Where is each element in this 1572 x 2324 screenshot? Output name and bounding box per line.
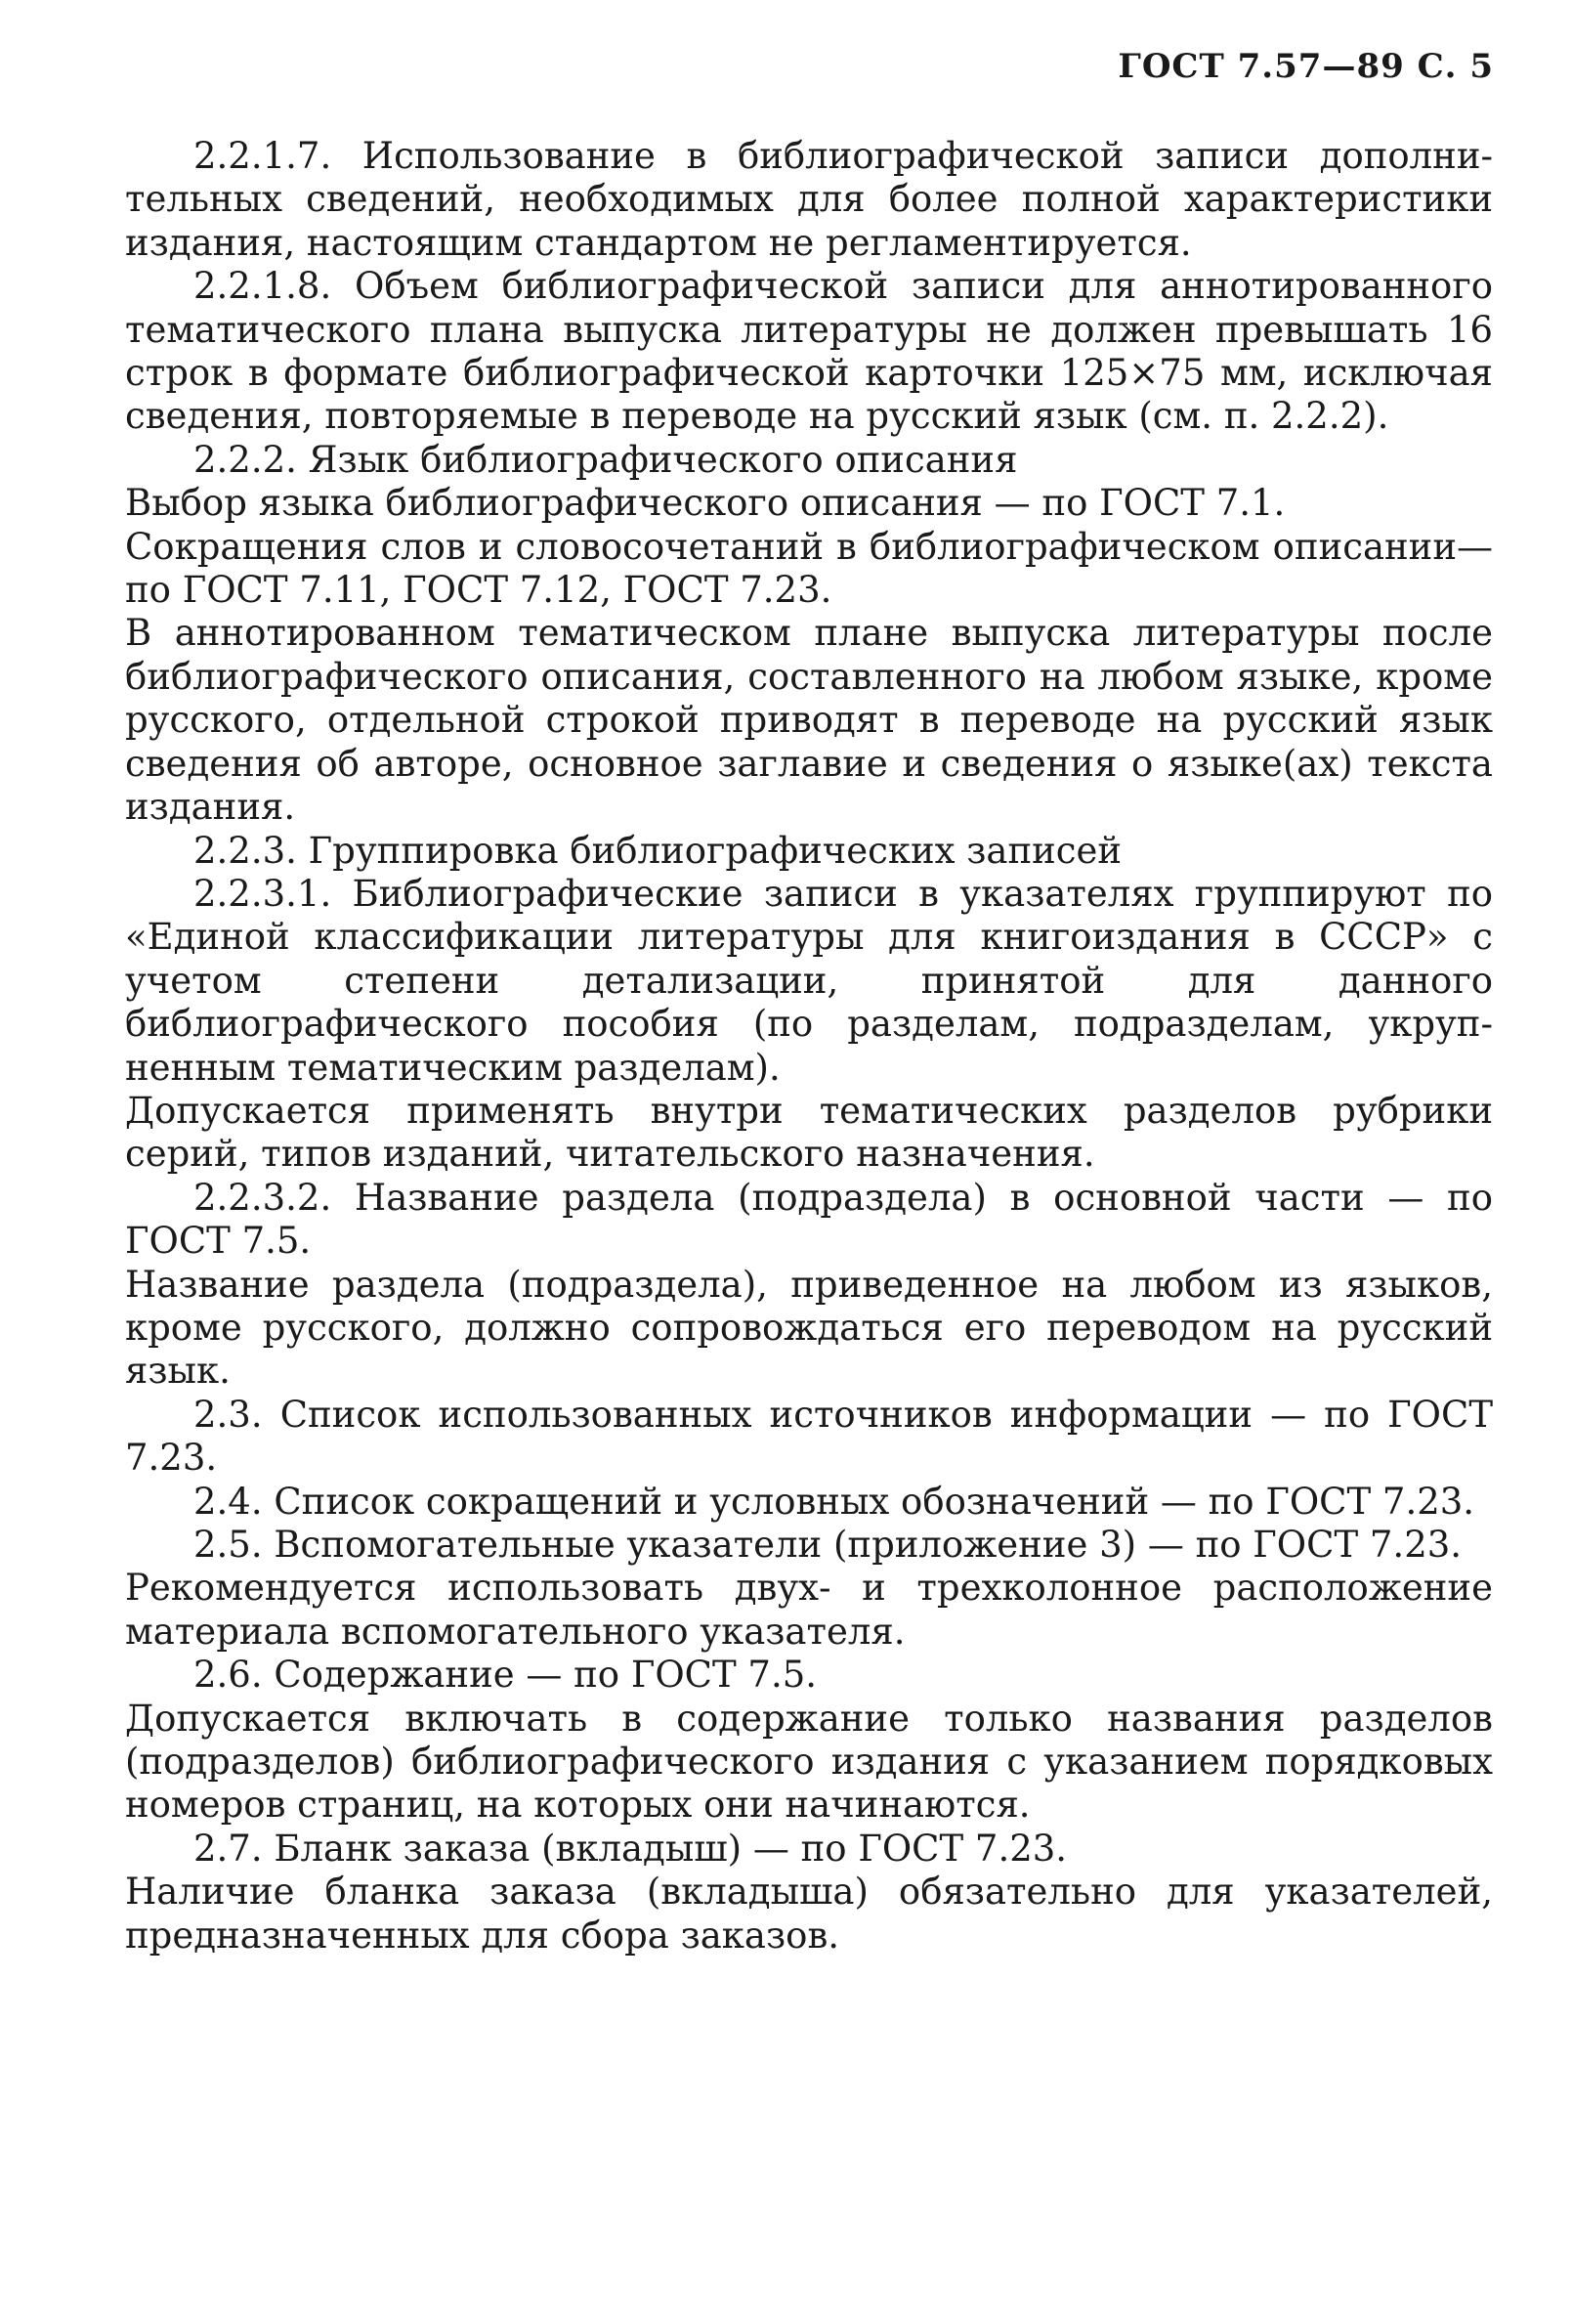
paragraph: Сокращения слов и словосочетаний в библиографическом описании—по ГОСТ 7.11, ГОСТ 7.12, ГОСТ 7.23.	[125, 525, 1493, 612]
paragraph-2-2-1-7: 2.2.1.7. Использование в библиографической записи дополнительных сведений, необходимых для более полной характеристики издания, настоящим стандартом не регламентируется.	[125, 135, 1493, 264]
paragraph: В аннотированном тематическом плане выпуска литературы после библиографического описания, составленного на любом языке, кроме русского, отдельной строкой приводят в переводе на русский язык сведения об авторе, основное заглавие и сведения о языке(ах) текста издания.	[125, 612, 1493, 829]
paragraph: Рекомендуется использовать двух- и трехколонное расположение материала вспомогательного указателя.	[125, 1567, 1493, 1653]
paragraph: Допускается включать в содержание только названия разделов (подразделов) библиографического издания с указанием порядковых номеров страниц, на которых они начинаются.	[125, 1697, 1493, 1827]
paragraph-2-2-3-1: 2.2.3.1. Библиографические записи в указателях группируют по «Единой классификации литературы для книгоиздания в СССР» с учетом степени детализации, принятой для данного библиографического пособия (по разделам, подразделам, укрупненным тематическим разделам).	[125, 872, 1493, 1089]
paragraph-2-5: 2.5. Вспомогательные указатели (приложение 3) — по ГОСТ 7.23.	[193, 1524, 1463, 1566]
paragraph: Выбор языка библиографического описания — по ГОСТ 7.1.	[125, 482, 1286, 525]
paragraph-2-3: 2.3. Список использованных источников информации — по ГОСТ 7.23.	[125, 1393, 1493, 1480]
paragraph: Наличие бланка заказа (вкладыша) обязательно для указателей, предназначенных для сбора заказов.	[125, 1871, 1493, 1957]
paragraph-2-2-3-2: 2.2.3.2. Название раздела (подраздела) в основной части — по ГОСТ 7.5.	[125, 1176, 1493, 1263]
paragraph-2-2-1-8: 2.2.1.8. Объем библиографической записи для аннотированного тематического плана выпуска литературы не должен превышать 16 строк в формате библиографической карточки 125×75 мм, исключая сведения, повторяемые в переводе на русский язык (см. п. 2.2.2).	[125, 265, 1493, 438]
section-heading-2-2-2: 2.2.2. Язык библиографического описания	[193, 438, 1018, 481]
paragraph: Название раздела (подраздела), приведенное на любом из языков, кроме русского, должно сопровождаться его переводом на русский язык.	[125, 1263, 1493, 1393]
section-heading-2-2-3: 2.2.3. Группировка библиографических записей	[193, 829, 1123, 872]
paragraph-2-6: 2.6. Содержание — по ГОСТ 7.5.	[193, 1654, 818, 1697]
running-header: ГОСТ 7.57—89 С. 5	[1118, 47, 1494, 86]
paragraph-2-4: 2.4. Список сокращений и условных обозначений — по ГОСТ 7.23.	[193, 1480, 1475, 1523]
paragraph: Допускается применять внутри тематических разделов рубрики серий, типов изданий, читательского назначения.	[125, 1089, 1493, 1176]
paragraph-2-7: 2.7. Бланк заказа (вкладыш) — по ГОСТ 7.23.	[193, 1827, 1068, 1870]
body-text	[125, 135, 1493, 1958]
